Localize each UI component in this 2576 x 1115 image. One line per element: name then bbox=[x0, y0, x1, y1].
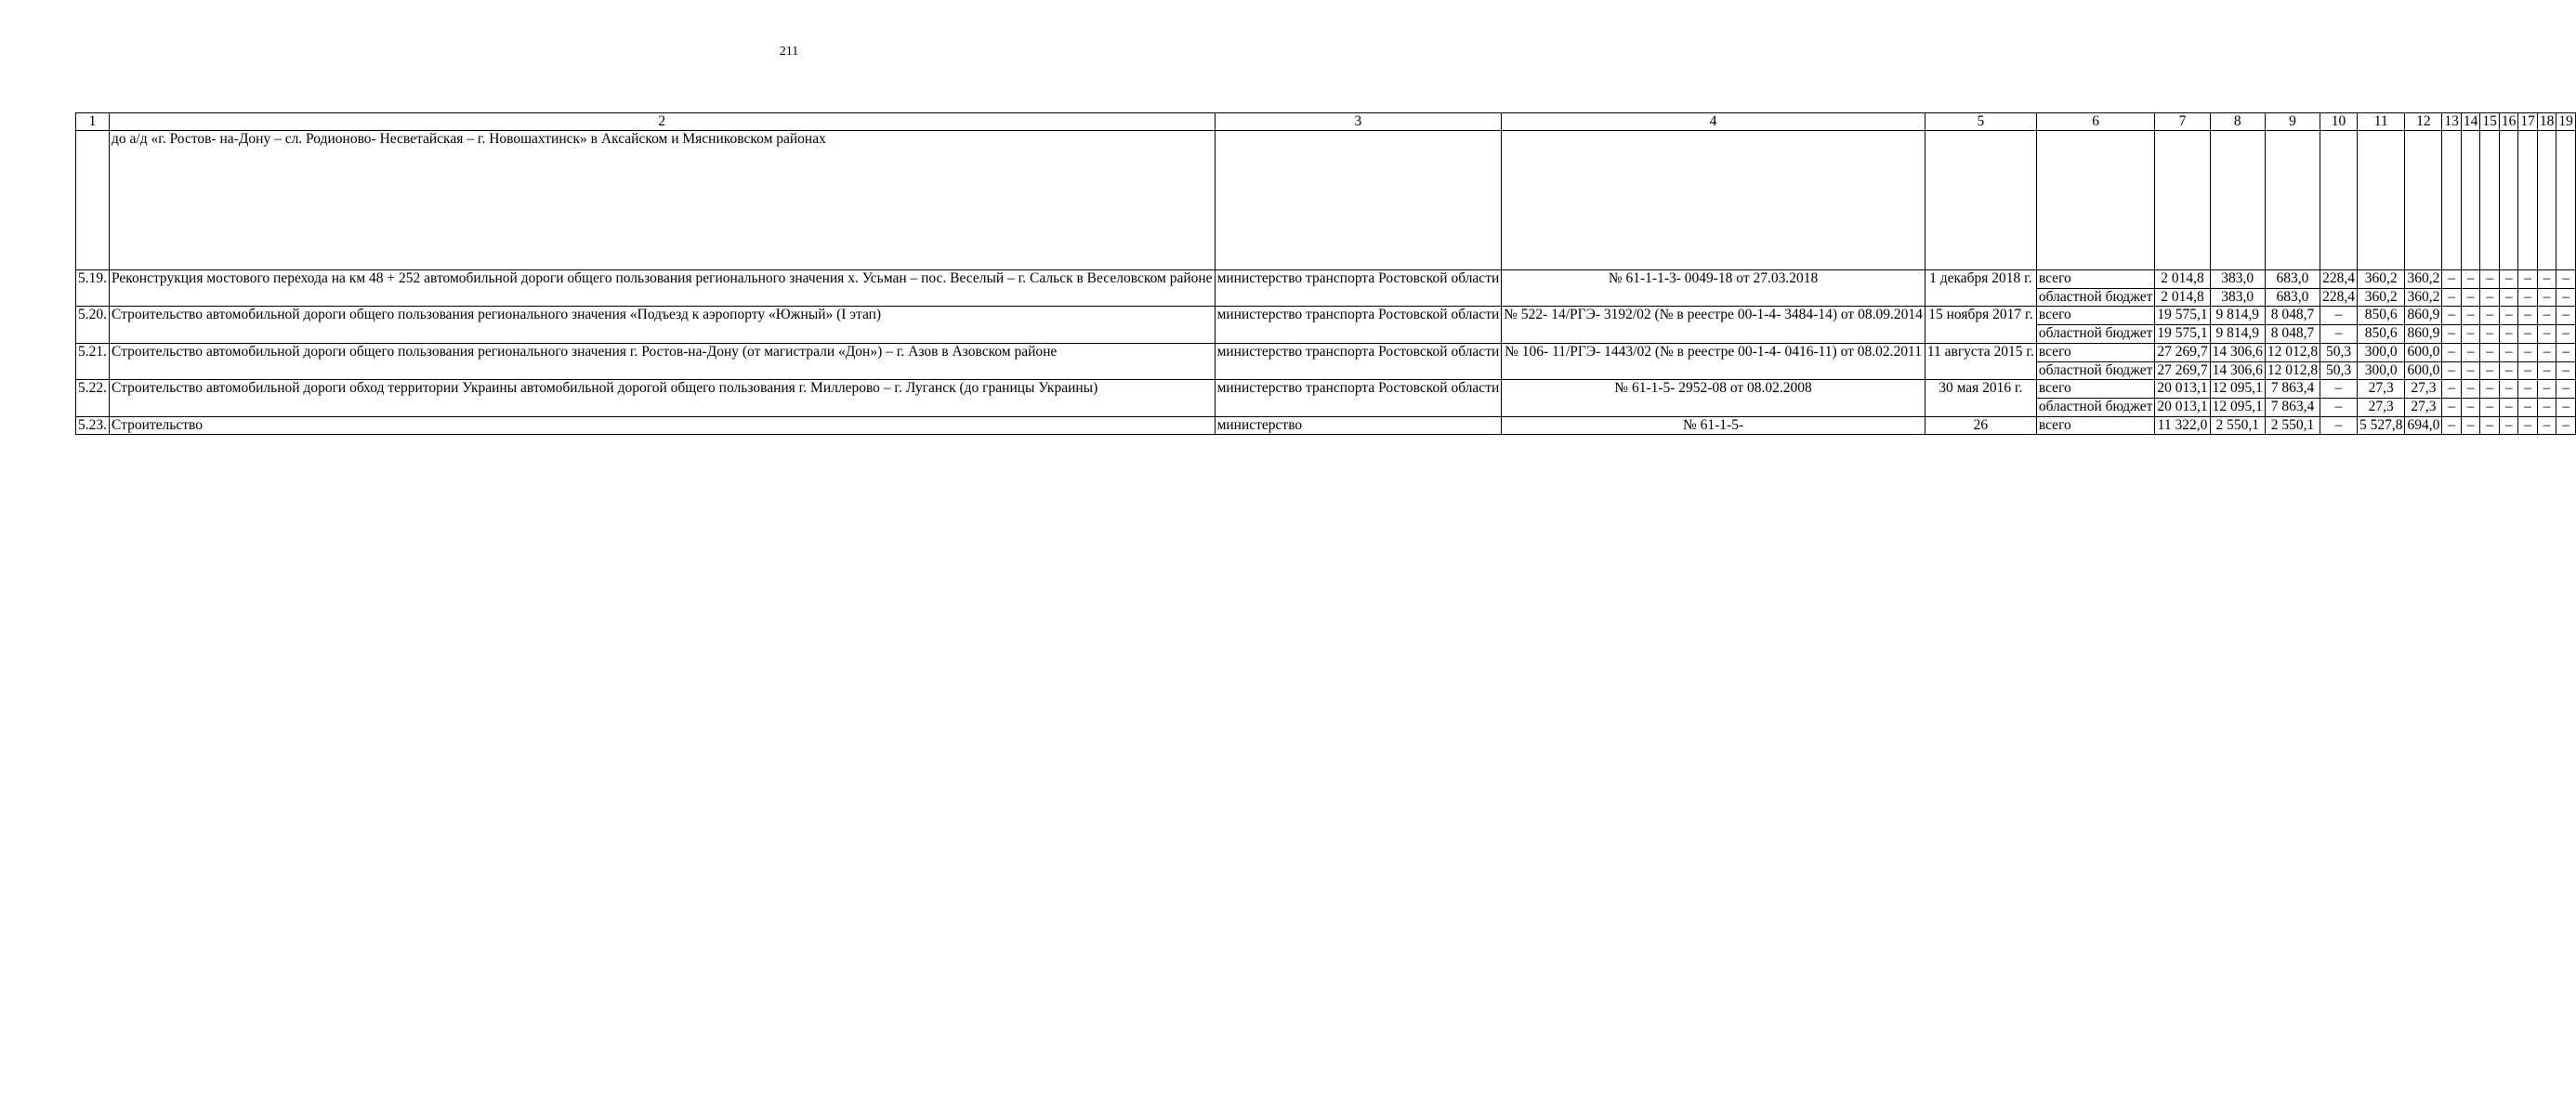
value-cell: 7 863,4 bbox=[2265, 398, 2320, 416]
value-cell: 27,3 bbox=[2357, 398, 2405, 416]
value-cell: – bbox=[2556, 398, 2576, 416]
document-cell: № 61-1-5- bbox=[1502, 416, 1925, 435]
value-cell: – bbox=[2461, 416, 2480, 435]
value-cell: 600,0 bbox=[2405, 361, 2442, 380]
value-cell: 14 306,6 bbox=[2210, 361, 2265, 380]
value-cell: – bbox=[2461, 361, 2480, 380]
value-cell: 228,4 bbox=[2320, 288, 2358, 307]
header-cell: 8 bbox=[2210, 113, 2265, 131]
empty-cell bbox=[2265, 131, 2320, 270]
empty-cell bbox=[2518, 131, 2538, 270]
table-row bbox=[76, 416, 2576, 435]
value-cell: – bbox=[2442, 380, 2462, 399]
header-cell: 1 bbox=[76, 113, 110, 131]
ministry-cell: министерство транспорта Ростовской области bbox=[1215, 270, 1502, 307]
value-cell: – bbox=[2499, 361, 2518, 380]
table-row bbox=[76, 380, 2576, 399]
header-cell: 12 bbox=[2405, 113, 2442, 131]
value-cell: 360,2 bbox=[2357, 288, 2405, 307]
value-cell: – bbox=[2480, 398, 2500, 416]
value-cell: 2 550,1 bbox=[2265, 416, 2320, 435]
value-cell: – bbox=[2518, 325, 2538, 344]
value-cell: – bbox=[2518, 343, 2538, 361]
value-cell: – bbox=[2480, 270, 2500, 289]
value-cell: 360,2 bbox=[2405, 288, 2442, 307]
value-cell: 27,3 bbox=[2357, 380, 2405, 399]
object-name-cell: Строительство bbox=[110, 416, 1216, 435]
empty-cell bbox=[2499, 131, 2518, 270]
budget-table bbox=[75, 112, 2576, 435]
empty-cell bbox=[2480, 131, 2500, 270]
value-cell: – bbox=[2518, 361, 2538, 380]
document-cell: № 522- 14/РГЭ- 3192/02 (№ в реестре 00-1-4- 3484-14) от 08.09.2014 bbox=[1502, 307, 1925, 343]
header-cell: 18 bbox=[2537, 113, 2556, 131]
value-cell: 27 269,7 bbox=[2155, 361, 2210, 380]
empty-cell bbox=[1925, 131, 2036, 270]
value-cell: 360,2 bbox=[2357, 270, 2405, 289]
header-cell: 10 bbox=[2320, 113, 2358, 131]
value-cell: 228,4 bbox=[2320, 270, 2358, 289]
header-cell: 3 bbox=[1215, 113, 1502, 131]
value-cell: 12 012,8 bbox=[2265, 343, 2320, 361]
value-cell: 50,3 bbox=[2320, 361, 2358, 380]
table-row bbox=[76, 307, 2576, 325]
date-cell: 30 мая 2016 г. bbox=[1925, 380, 2036, 416]
value-cell: – bbox=[2442, 325, 2462, 344]
date-cell: 15 ноября 2017 г. bbox=[1925, 307, 2036, 343]
funding-source-cell: всего bbox=[2036, 270, 2154, 289]
value-cell: – bbox=[2461, 288, 2480, 307]
empty-cell bbox=[2155, 131, 2210, 270]
value-cell: – bbox=[2537, 307, 2556, 325]
value-cell: – bbox=[2480, 288, 2500, 307]
table-row bbox=[76, 131, 2576, 270]
date-cell: 26 bbox=[1925, 416, 2036, 435]
object-name-cell: Строительство автомобильной дороги общего пользования регионального значения «Подъезд к аэропорту «Южный» (I этап) bbox=[110, 307, 1216, 343]
empty-cell bbox=[2405, 131, 2442, 270]
value-cell: 12 095,1 bbox=[2210, 380, 2265, 399]
value-cell: 20 013,1 bbox=[2155, 380, 2210, 399]
header-cell: 16 bbox=[2499, 113, 2518, 131]
value-cell: – bbox=[2461, 307, 2480, 325]
table-row bbox=[76, 343, 2576, 361]
value-cell: – bbox=[2518, 288, 2538, 307]
value-cell: 360,2 bbox=[2405, 270, 2442, 289]
value-cell: – bbox=[2480, 361, 2500, 380]
header-cell: 19 bbox=[2556, 113, 2576, 131]
value-cell: 7 863,4 bbox=[2265, 380, 2320, 399]
value-cell: – bbox=[2556, 416, 2576, 435]
header-cell: 11 bbox=[2357, 113, 2405, 131]
empty-cell bbox=[1215, 131, 1502, 270]
value-cell: 19 575,1 bbox=[2155, 325, 2210, 344]
value-cell: 12 012,8 bbox=[2265, 361, 2320, 380]
value-cell: – bbox=[2537, 361, 2556, 380]
header-cell: 2 bbox=[110, 113, 1216, 131]
value-cell: 683,0 bbox=[2265, 270, 2320, 289]
document-cell: № 61-1-5- 2952-08 от 08.02.2008 bbox=[1502, 380, 1925, 416]
value-cell: 8 048,7 bbox=[2265, 325, 2320, 344]
value-cell: – bbox=[2499, 307, 2518, 325]
row-number-cell: 5.22. bbox=[76, 380, 110, 416]
value-cell: 694,0 bbox=[2405, 416, 2442, 435]
value-cell: – bbox=[2499, 416, 2518, 435]
value-cell: – bbox=[2556, 288, 2576, 307]
object-name-cell: Реконструкция мостового перехода на км 48 + 252 автомобильной дороги общего пользования регионального значения х. Усьман – пос. Веселый – г. Сальск в Веселовском районе bbox=[110, 270, 1216, 307]
value-cell: 683,0 bbox=[2265, 288, 2320, 307]
value-cell: 5 527,8 bbox=[2357, 416, 2405, 435]
value-cell: – bbox=[2461, 325, 2480, 344]
value-cell: – bbox=[2499, 380, 2518, 399]
value-cell: – bbox=[2537, 416, 2556, 435]
value-cell: – bbox=[2537, 398, 2556, 416]
value-cell: – bbox=[2499, 270, 2518, 289]
header-cell: 9 bbox=[2265, 113, 2320, 131]
value-cell: – bbox=[2480, 416, 2500, 435]
value-cell: 19 575,1 bbox=[2155, 307, 2210, 325]
value-cell: 9 814,9 bbox=[2210, 325, 2265, 344]
row-number-cell: 5.21. bbox=[76, 343, 110, 379]
funding-source-cell: областной бюджет bbox=[2036, 288, 2154, 307]
funding-source-cell: всего bbox=[2036, 416, 2154, 435]
value-cell: 27,3 bbox=[2405, 398, 2442, 416]
value-cell: – bbox=[2480, 307, 2500, 325]
header-cell: 15 bbox=[2480, 113, 2500, 131]
value-cell: – bbox=[2480, 380, 2500, 399]
value-cell: – bbox=[2480, 343, 2500, 361]
empty-cell bbox=[2442, 131, 2462, 270]
value-cell: – bbox=[2518, 307, 2538, 325]
value-cell: 8 048,7 bbox=[2265, 307, 2320, 325]
value-cell: – bbox=[2518, 380, 2538, 399]
value-cell: 50,3 bbox=[2320, 343, 2358, 361]
header-cell: 17 bbox=[2518, 113, 2538, 131]
value-cell: – bbox=[2556, 380, 2576, 399]
value-cell: – bbox=[2499, 288, 2518, 307]
value-cell: – bbox=[2442, 288, 2462, 307]
value-cell: – bbox=[2537, 343, 2556, 361]
value-cell: – bbox=[2556, 361, 2576, 380]
row-number-cell bbox=[76, 131, 110, 270]
value-cell: – bbox=[2442, 416, 2462, 435]
empty-cell bbox=[2357, 131, 2405, 270]
value-cell: – bbox=[2461, 270, 2480, 289]
empty-cell bbox=[1502, 131, 1925, 270]
funding-source-cell: областной бюджет bbox=[2036, 325, 2154, 344]
value-cell: – bbox=[2320, 398, 2358, 416]
value-cell: 11 322,0 bbox=[2155, 416, 2210, 435]
header-row bbox=[76, 113, 2576, 131]
empty-cell bbox=[2537, 131, 2556, 270]
object-name-cell: Строительство автомобильной дороги обход территории Украины автомобильной дорогой общего пользования г. Миллерово – г. Луганск (до границы Украины) bbox=[110, 380, 1216, 416]
page-number: 211 bbox=[779, 45, 799, 59]
row-number-cell: 5.20. bbox=[76, 307, 110, 343]
header-cell: 13 bbox=[2442, 113, 2462, 131]
funding-source-cell: всего bbox=[2036, 380, 2154, 399]
value-cell: – bbox=[2556, 325, 2576, 344]
ministry-cell: министерство транспорта Ростовской области bbox=[1215, 343, 1502, 379]
value-cell: – bbox=[2461, 398, 2480, 416]
value-cell: – bbox=[2556, 307, 2576, 325]
value-cell: 27,3 bbox=[2405, 380, 2442, 399]
document-cell: № 106- 11/РГЭ- 1443/02 (№ в реестре 00-1-4- 0416-11) от 08.02.2011 bbox=[1502, 343, 1925, 379]
value-cell: – bbox=[2499, 398, 2518, 416]
value-cell: – bbox=[2518, 270, 2538, 289]
value-cell: – bbox=[2537, 325, 2556, 344]
ministry-cell: министерство bbox=[1215, 416, 1502, 435]
empty-cell bbox=[2461, 131, 2480, 270]
value-cell: 860,9 bbox=[2405, 307, 2442, 325]
value-cell: – bbox=[2442, 398, 2462, 416]
value-cell: 860,9 bbox=[2405, 325, 2442, 344]
value-cell: – bbox=[2461, 380, 2480, 399]
header-cell: 6 bbox=[2036, 113, 2154, 131]
value-cell: – bbox=[2499, 325, 2518, 344]
value-cell: 300,0 bbox=[2357, 361, 2405, 380]
ministry-cell: министерство транспорта Ростовской области bbox=[1215, 307, 1502, 343]
value-cell: 9 814,9 bbox=[2210, 307, 2265, 325]
value-cell: – bbox=[2442, 270, 2462, 289]
value-cell: 850,6 bbox=[2357, 307, 2405, 325]
value-cell: 12 095,1 bbox=[2210, 398, 2265, 416]
value-cell: – bbox=[2320, 416, 2358, 435]
value-cell: 20 013,1 bbox=[2155, 398, 2210, 416]
value-cell: – bbox=[2320, 307, 2358, 325]
funding-source-cell: всего bbox=[2036, 343, 2154, 361]
object-name-cell: Строительство автомобильной дороги общего пользования регионального значения г. Ростов-на-Дону (от магистрали «Дон») – г. Азов в Азовском районе bbox=[110, 343, 1216, 379]
value-cell: 383,0 bbox=[2210, 270, 2265, 289]
value-cell: – bbox=[2442, 361, 2462, 380]
funding-source-cell: областной бюджет bbox=[2036, 361, 2154, 380]
empty-cell bbox=[2210, 131, 2265, 270]
header-cell: 4 bbox=[1502, 113, 1925, 131]
value-cell: – bbox=[2537, 270, 2556, 289]
value-cell: 14 306,6 bbox=[2210, 343, 2265, 361]
value-cell: 2 014,8 bbox=[2155, 288, 2210, 307]
date-cell: 11 августа 2015 г. bbox=[1925, 343, 2036, 379]
empty-cell bbox=[2556, 131, 2576, 270]
value-cell: 2 014,8 bbox=[2155, 270, 2210, 289]
value-cell: 383,0 bbox=[2210, 288, 2265, 307]
ministry-cell: министерство транспорта Ростовской области bbox=[1215, 380, 1502, 416]
value-cell: – bbox=[2320, 380, 2358, 399]
row-number-cell: 5.23. bbox=[76, 416, 110, 435]
value-cell: – bbox=[2537, 380, 2556, 399]
empty-cell bbox=[2036, 131, 2154, 270]
funding-source-cell: областной бюджет bbox=[2036, 398, 2154, 416]
value-cell: 300,0 bbox=[2357, 343, 2405, 361]
value-cell: – bbox=[2499, 343, 2518, 361]
value-cell: 27 269,7 bbox=[2155, 343, 2210, 361]
value-cell: – bbox=[2537, 288, 2556, 307]
row-number-cell: 5.19. bbox=[76, 270, 110, 307]
value-cell: – bbox=[2320, 325, 2358, 344]
funding-source-cell: всего bbox=[2036, 307, 2154, 325]
value-cell: 850,6 bbox=[2357, 325, 2405, 344]
value-cell: 2 550,1 bbox=[2210, 416, 2265, 435]
table-row bbox=[76, 270, 2576, 289]
value-cell: – bbox=[2442, 307, 2462, 325]
header-cell: 7 bbox=[2155, 113, 2210, 131]
value-cell: 600,0 bbox=[2405, 343, 2442, 361]
value-cell: – bbox=[2518, 416, 2538, 435]
value-cell: – bbox=[2556, 343, 2576, 361]
object-name-cell: до а/д «г. Ростов- на-Дону – сл. Родионово- Несветайская – г. Новошахтинск» в Аксайском и Мясниковском районах bbox=[110, 131, 1216, 270]
value-cell: – bbox=[2480, 325, 2500, 344]
value-cell: – bbox=[2556, 270, 2576, 289]
header-cell: 14 bbox=[2461, 113, 2480, 131]
document-cell: № 61-1-1-3- 0049-18 от 27.03.2018 bbox=[1502, 270, 1925, 307]
date-cell: 1 декабря 2018 г. bbox=[1925, 270, 2036, 307]
header-cell: 5 bbox=[1925, 113, 2036, 131]
value-cell: – bbox=[2518, 398, 2538, 416]
value-cell: – bbox=[2442, 343, 2462, 361]
empty-cell bbox=[2320, 131, 2358, 270]
value-cell: – bbox=[2461, 343, 2480, 361]
